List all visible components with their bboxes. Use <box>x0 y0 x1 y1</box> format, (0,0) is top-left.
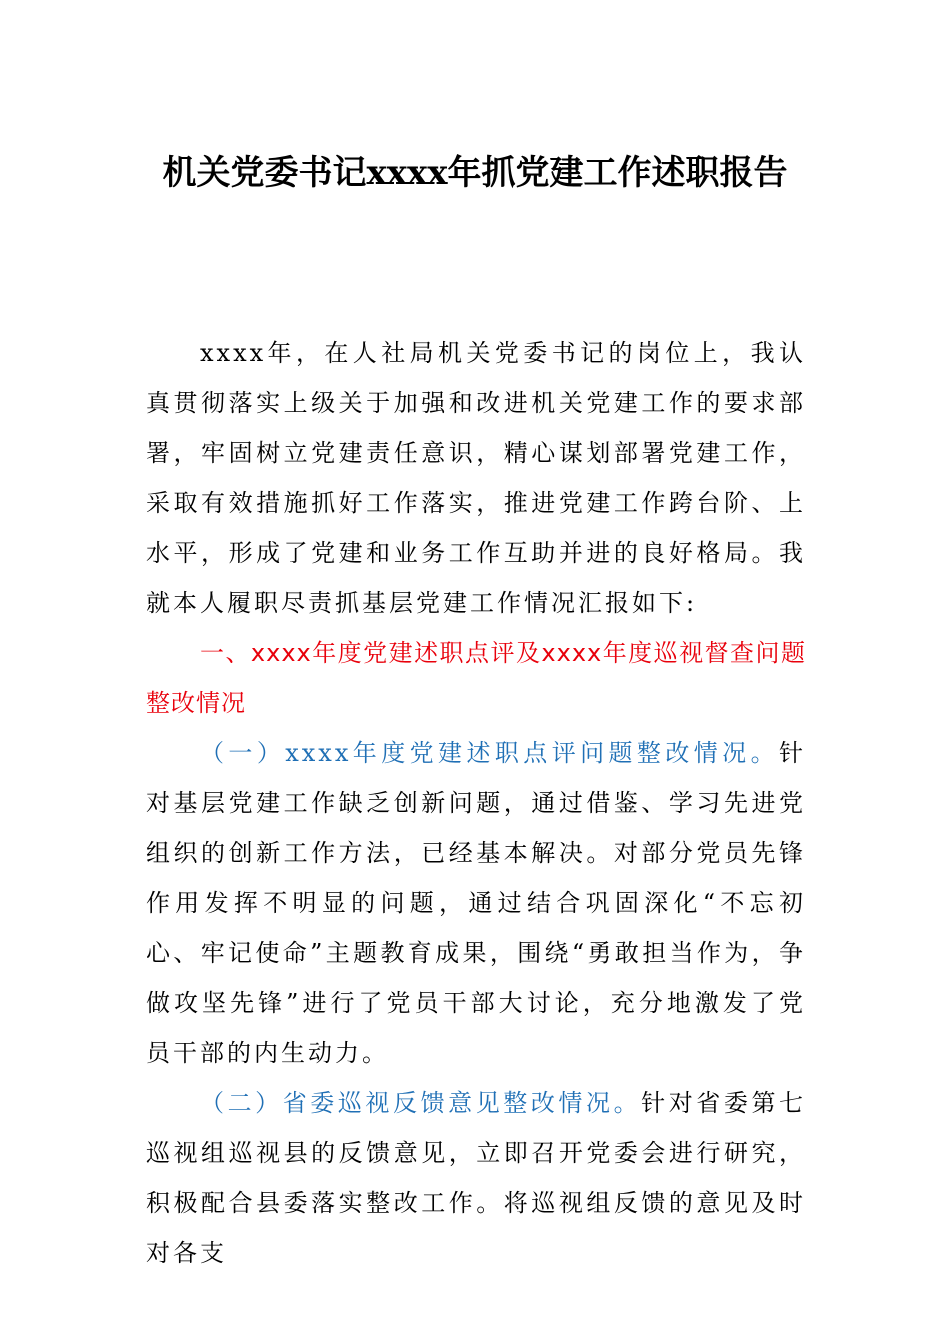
subsection-2-body: 针对省委第七巡视组巡视县的反馈意见，立即召开党委会进行研究，积极配合县委落实整改工作。将巡视组反馈的意见及时对各支 <box>146 1089 807 1267</box>
subsection-1-heading: （一）xxxx年度党建述职点评问题整改情况。 <box>200 739 779 767</box>
section-heading-1: 一、xxxx年度党建述职点评及xxxx年度巡视督查问题整改情况 <box>146 639 806 717</box>
document-body <box>146 328 806 1278</box>
subsection-1-paragraph <box>146 728 806 1078</box>
subsection-1-body: 针对基层党建工作缺乏创新问题，通过借鉴、学习先进党组织的创新工作方法，已经基本解决。对部分党员先锋作用发挥不明显的问题，通过结合巩固深化“不忘初心、牢记使命”主题教育成果，围绕“勇敢担当作为，争做攻坚先锋”进行了党员干部大讨论，充分地激发了党员干部的内生动力。 <box>146 739 806 1067</box>
subsection-2-paragraph <box>146 1078 806 1278</box>
intro-paragraph: xxxx年，在人社局机关党委书记的岗位上，我认真贯彻落实上级关于加强和改进机关党建工作的要求部署，牢固树立党建责任意识，精心谋划部署党建工作，采取有效措施抓好工作落实，推进党建工作跨台阶、上水平，形成了党建和业务工作互助并进的良好格局。我就本人履职尽责抓基层党建工作情况汇报如下: <box>146 339 806 617</box>
document-title: 机关党委书记xxxx年抓党建工作述职报告 <box>162 153 788 193</box>
subsection-2-heading: （二）省委巡视反馈意见整改情况。 <box>200 1089 642 1117</box>
